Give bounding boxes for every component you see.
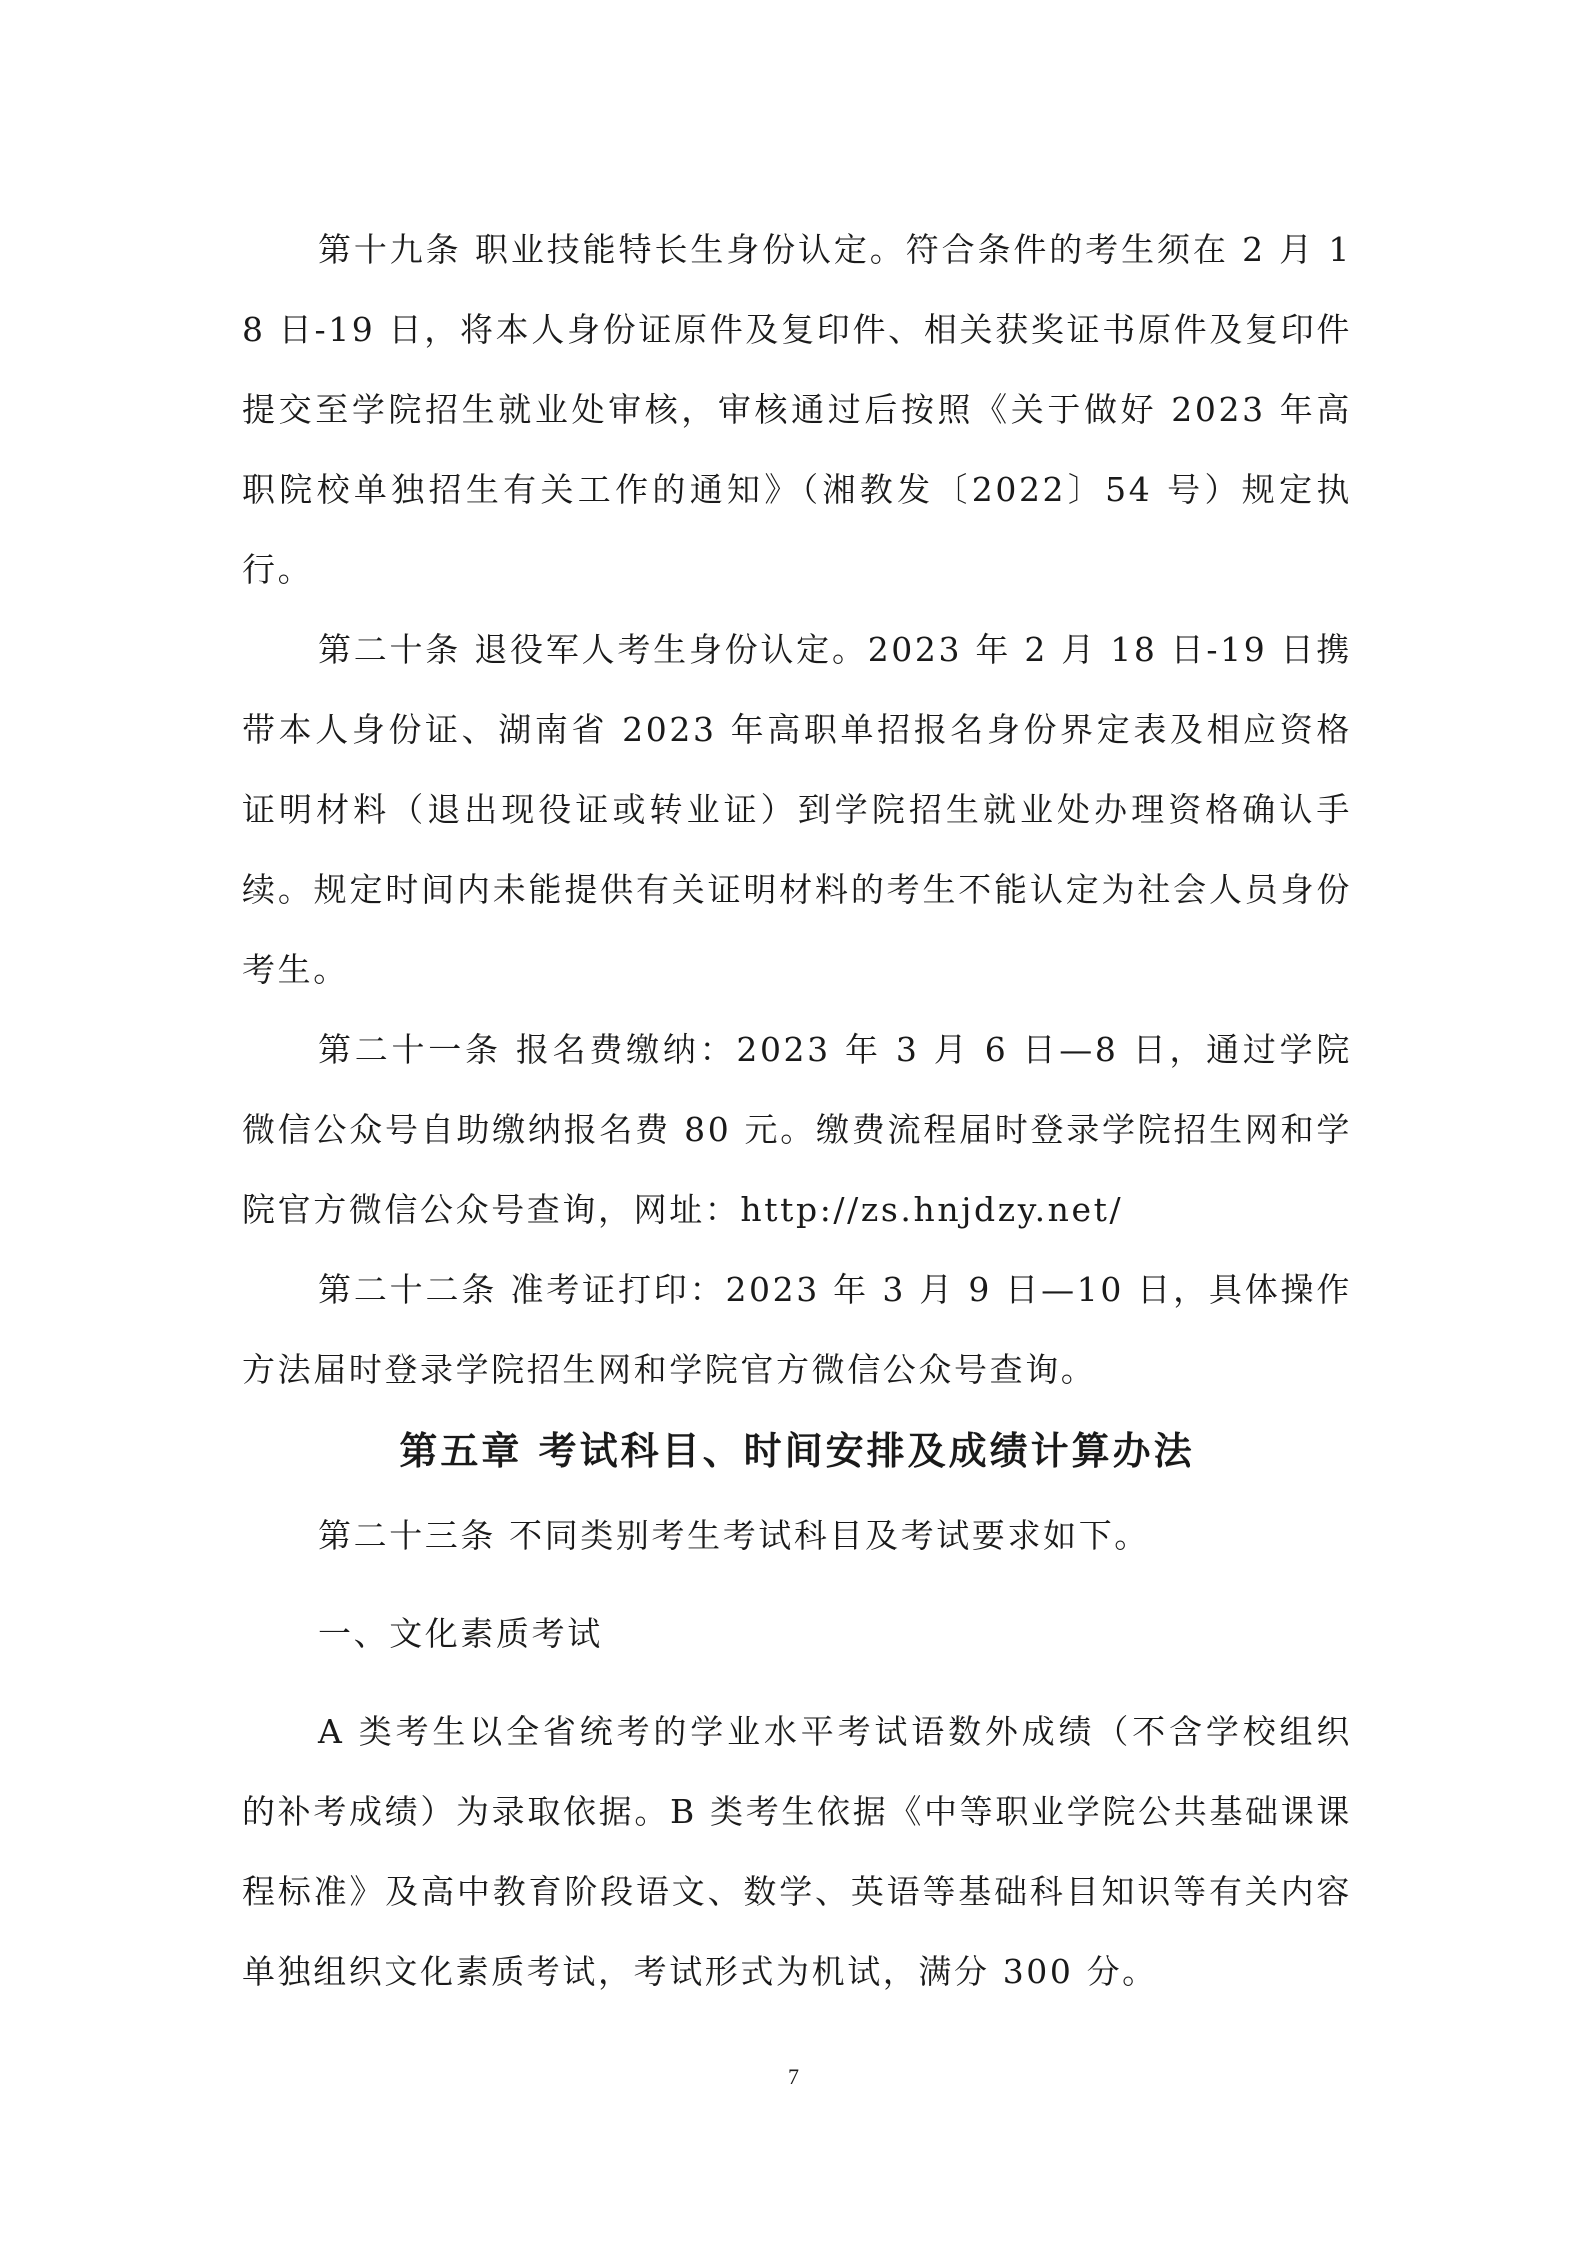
page-number: 7 (788, 2064, 799, 2089)
article-22: 第二十二条 准考证打印：2023 年 3 月 9 日—10 日，具体操作方法届时登录学院招生网和学院官方微信公众号查询。 (242, 1270, 1352, 1389)
article-23: 第二十三条 不同类别考生考试科目及考试要求如下。 (318, 1516, 1150, 1555)
chapter-title: 第五章 考试科目、时间安排及成绩计算办法 (399, 1429, 1195, 1473)
article-19: 第十九条 职业技能特长生身份认定。符合条件的考生须在 2 月 18 日-19 日，将本人身份证原件及复印件、相关获奖证书原件及复印件提交至学院招生就业处审核，审核通过后按照《关于做好 2023 年高职院校单独招生有关工作的通知》（湘教发〔2022〕54 号）规定执行。 (242, 230, 1352, 589)
document-page (242, 210, 1352, 2012)
article-20: 第二十条 退役军人考生身份认定。2023 年 2 月 18 日-19 日携带本人身份证、湖南省 2023 年高职单招报名身份界定表及相应资格证明材料（退出现役证或转业证）到学院招生就业处办理资格确认手续。规定时间内未能提供有关证明材料的考生不能认定为社会人员身份考生。 (242, 630, 1352, 989)
article-21: 第二十一条 报名费缴纳：2023 年 3 月 6 日—8 日，通过学院微信公众号自助缴纳报名费 80 元。缴费流程届时登录学院招生网和学院官方微信公众号查询，网址：http://zs.hnjdzy.net/ (242, 1030, 1352, 1229)
section-heading-culture-exam: 一、文化素质考试 (318, 1614, 603, 1653)
section-culture-exam-text: A 类考生以全省统考的学业水平考试语数外成绩（不含学校组织的补考成绩）为录取依据。B 类考生依据《中等职业学院公共基础课课程标准》及高中教育阶段语文、数学、英语等基础科目知识等有关内容单独组织文化素质考试，考试形式为机试，满分 300 分。 (242, 1712, 1352, 1991)
